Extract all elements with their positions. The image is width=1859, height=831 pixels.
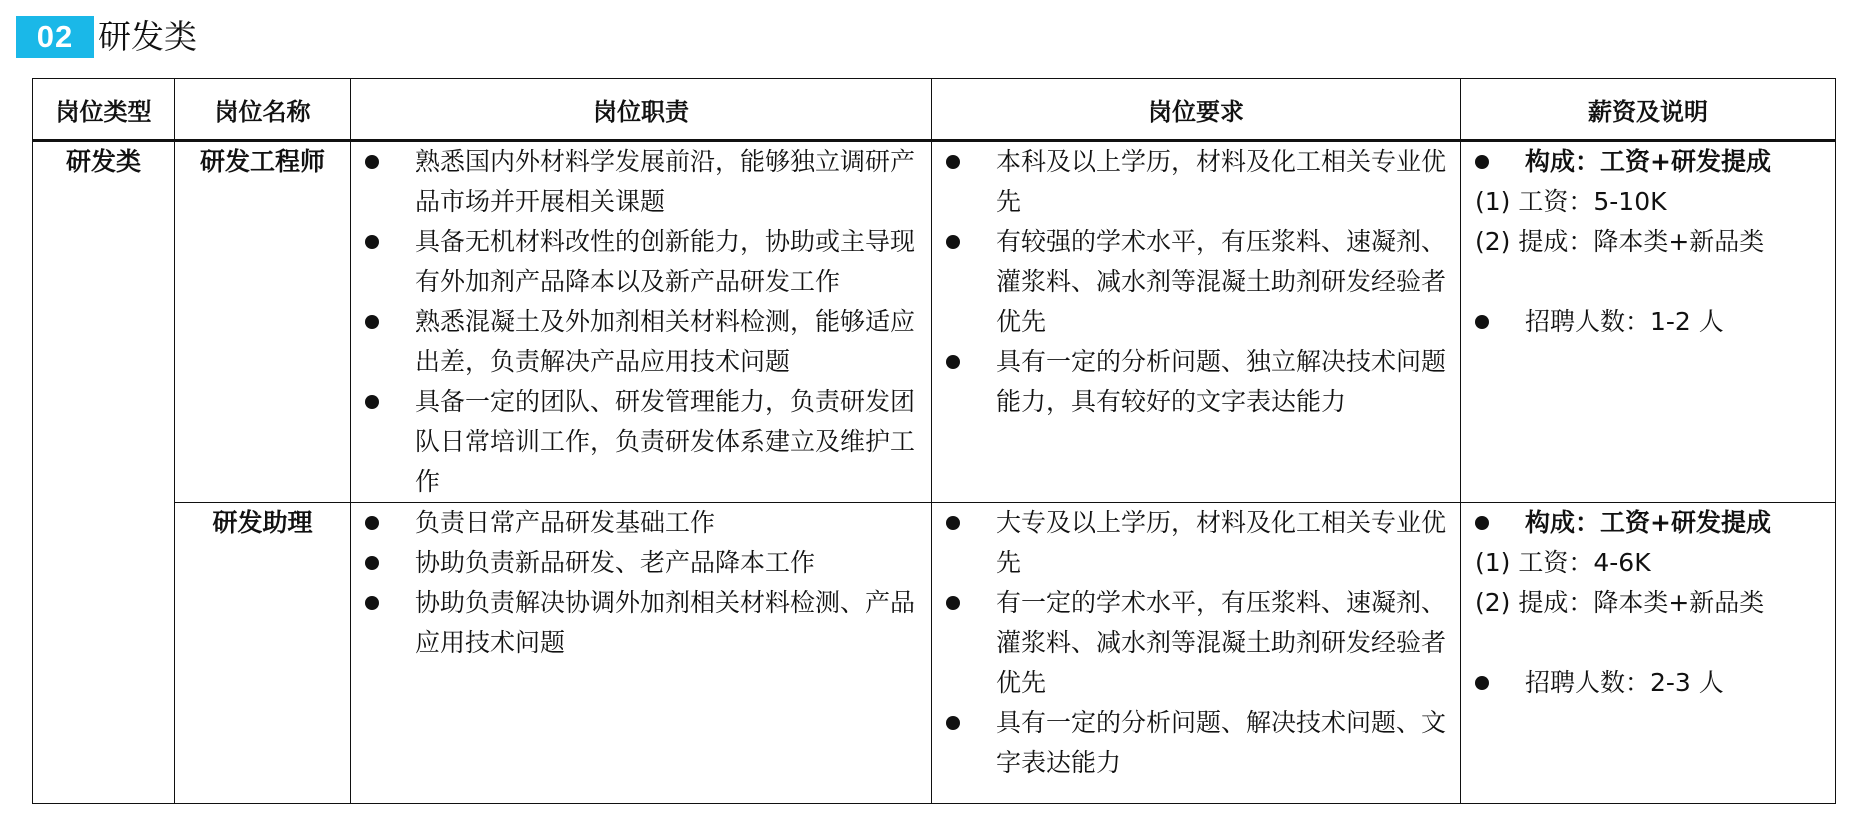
duties-list: [351, 503, 931, 663]
bullet-icon: [1475, 516, 1489, 530]
salary-wage: (1) 工资：4-6K: [1475, 548, 1651, 577]
bullet-icon: [365, 516, 379, 530]
list-item: 协助负责解决协调外加剂相关材料检测、产品应用技术问题: [351, 583, 921, 663]
salary-cell: [1461, 141, 1836, 503]
list-item: 熟悉混凝土及外加剂相关材料检测，能够适应出差，负责解决产品应用技术问题: [351, 302, 921, 382]
job-title-cell: 研发工程师: [175, 141, 351, 503]
list-item: 具备无机材料改性的创新能力，协助或主导现有外加剂产品降本以及新产品研发工作: [351, 222, 921, 302]
list-item: 有一定的学术水平，有压浆料、速凝剂、灌浆料、减水剂等混凝土助剂研发经验者优先: [932, 583, 1450, 703]
list-item: 协助负责新品研发、老产品降本工作: [351, 543, 921, 583]
salary-headcount: 招聘人数：1-2 人: [1461, 302, 1827, 342]
job-category-cell: 研发类: [33, 141, 175, 804]
list-item: 具有一定的分析问题、解决技术问题、文字表达能力: [932, 703, 1450, 783]
salary-headcount: 招聘人数：2-3 人: [1461, 663, 1827, 703]
salary-composition: 构成：工资+研发提成: [1461, 503, 1827, 543]
duties-cell: [351, 503, 932, 804]
job-title-cell: 研发助理: [175, 503, 351, 804]
salary-commission: (2) 提成：降本类+新品类: [1475, 588, 1765, 617]
bullet-icon: [1475, 315, 1489, 329]
list-item: 熟悉国内外材料学发展前沿，能够独立调研产品市场并开展相关课题: [351, 142, 921, 222]
section-number-badge: 02: [16, 16, 94, 58]
bullet-icon: [946, 355, 960, 369]
requirements-list: [932, 503, 1460, 783]
list-item: 有较强的学术水平，有压浆料、速凝剂、灌浆料、减水剂等混凝土助剂研发经验者优先: [932, 222, 1450, 342]
bullet-icon: [946, 155, 960, 169]
bullet-icon: [365, 556, 379, 570]
header-type: 岗位类型: [33, 79, 175, 141]
table-header-row: [33, 79, 1836, 141]
job-table: [32, 78, 1836, 804]
list-item: 负责日常产品研发基础工作: [351, 503, 921, 543]
salary-wage: (1) 工资：5-10K: [1475, 187, 1667, 216]
list-item: 本科及以上学历，材料及化工相关专业优先: [932, 142, 1450, 222]
bullet-icon: [365, 596, 379, 610]
bullet-icon: [946, 235, 960, 249]
bullet-icon: [1475, 155, 1489, 169]
section-heading: [16, 16, 197, 58]
bullet-icon: [946, 516, 960, 530]
table-row: [33, 503, 1836, 804]
salary-cell: [1461, 503, 1836, 804]
list-item: 具备一定的团队、研发管理能力，负责研发团队日常培训工作，负责研发体系建立及维护工作: [351, 382, 921, 502]
bullet-icon: [365, 395, 379, 409]
header-salary: 薪资及说明: [1461, 79, 1836, 141]
header-requirements: 岗位要求: [932, 79, 1461, 141]
bullet-icon: [365, 155, 379, 169]
bullet-icon: [946, 716, 960, 730]
section-title: 研发类: [98, 17, 197, 56]
duties-cell: [351, 141, 932, 503]
header-name: 岗位名称: [175, 79, 351, 141]
requirements-cell: [932, 503, 1461, 804]
requirements-list: [932, 142, 1460, 422]
duties-list: [351, 142, 931, 502]
header-duties: 岗位职责: [351, 79, 932, 141]
bullet-icon: [1475, 676, 1489, 690]
salary-commission: (2) 提成：降本类+新品类: [1475, 227, 1765, 256]
salary-composition: 构成：工资+研发提成: [1461, 142, 1827, 182]
list-item: 具有一定的分析问题、独立解决技术问题能力，具有较好的文字表达能力: [932, 342, 1450, 422]
bullet-icon: [365, 315, 379, 329]
table-row: [33, 141, 1836, 503]
bullet-icon: [365, 235, 379, 249]
list-item: 大专及以上学历，材料及化工相关专业优先: [932, 503, 1450, 583]
bullet-icon: [946, 596, 960, 610]
requirements-cell: [932, 141, 1461, 503]
